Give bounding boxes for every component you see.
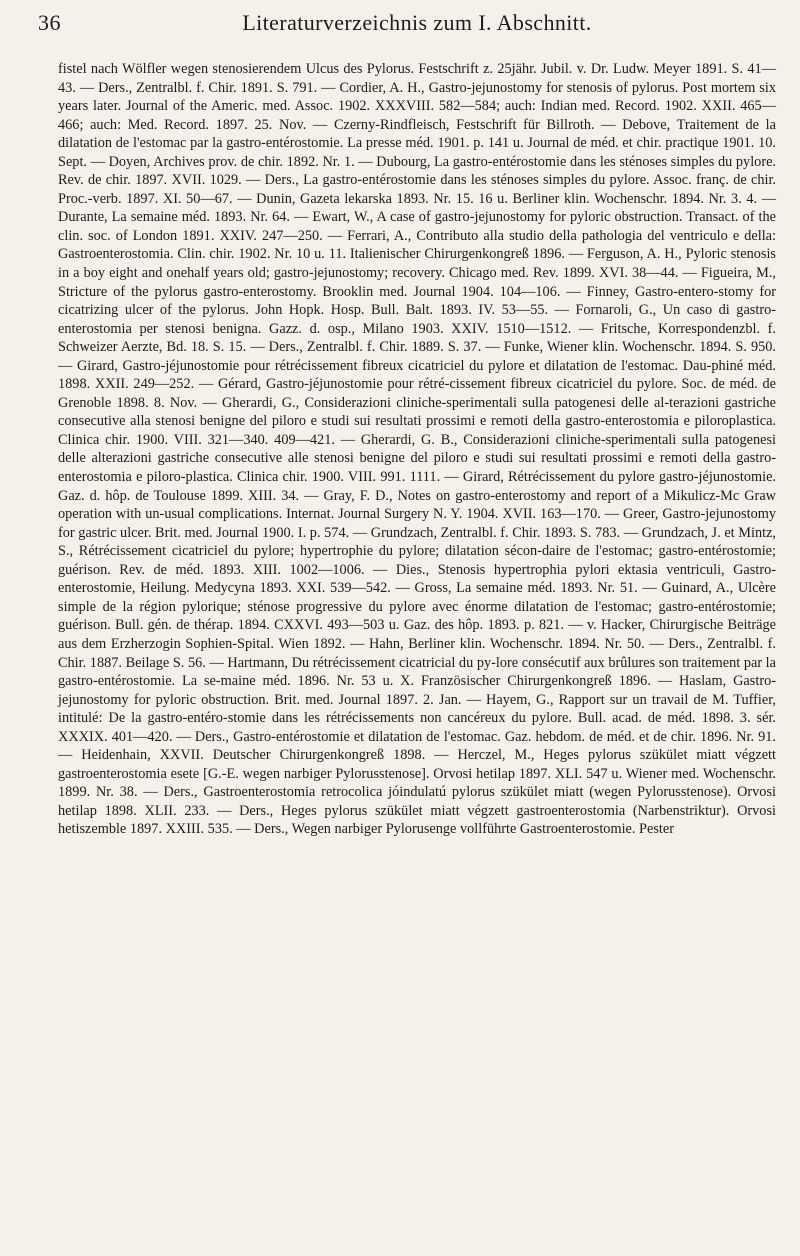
bibliography-paragraph: fistel nach Wölfler wegen stenosierendem Ulcus des Pylorus. Festschrift z. 25jähr. Jubil. v. Dr. Ludw. Meyer 1891. S. 41—43. — Ders., Zentralbl. f. Chir. 1891. S. 791. — Cordier, A. H., Gastro-jejunostomy for stenosis of pylorus. Post mortem six years later. Journal of the Americ. med. Assoc. 1902. XXXVIII. 582—584; auch: Indian med. Record. 1902. XXII. 465—466; auch: Med. Record. 1897. 25. Nov. — Czerny-Rindfleisch, Festschrift für Billroth. — Debove, Traitement de la dilatation de l'estomac par la gastro-entérostomie. La presse méd. 1901. p. 141 u. Journal de méd. et chir. practique 1901. 10. Sept. — Doyen, Archives prov. de chir. 1892. Nr. 1. — Dubourg, La gastro-entérostomie dans les sténoses simples du pylore. Rev. de chir. 1897. XVII. 1029. — Ders., La gastro-entérostomie dans les sténoses simples du pylore. Assoc. franç. de chir. Proc.-verb. 1897. XI. 50—67. — Dunin, Gazeta lekarska 1893. Nr. 15. 16 u. Berliner klin. Wochenschr. 1894. Nr. 3. 4. — Durante, La semaine méd. 1893. Nr. 64. — Ewart, W., A case of gastro-jejunostomy for pyloric obstruction. Transact. of the clin. soc. of London 1891. XXIV. 247—250. — Ferrari, A., Contributo alla studio della pathologia del ventriculo e della: Gastroenterostomia. Clin. chir. 1902. Nr. 10 u. 11. Italienischer Chirurgenkongreß 1896. — Ferguson, A. H., Pyloric stenosis in a boy eight and onehalf years old; gastro-jejunostomy; recovery. Chicago med. Rev. 1899. XVI. 38—44. — Figueira, M., Stricture of the pylorus gastro-enterostomy. Brooklin med. Journal 1904. 104—106. — Finney, Gastro-entero-stomy for cicatrizing ulcer of the pylorus. John Hopk. Hosp. Bull. Balt. 1893. IV. 53—55. — Fornaroli, G., Un caso di gastro-enterostomia per stenosi benigna. Gazz. d. osp., Milano 1903. XXIV. 1510—1512. — Fritsche, Korrespondenzbl. f. Schweizer Aerzte, Bd. 18. S. 15. — Ders., Zentralbl. f. Chir. 1889. S. 37. — Funke, Wiener klin. Wochenschr. 1894. S. 950. — Girard, Gastro-jéjunostomie pour rétrécissement fibreux cicatriciel du pylore et dilatation de l'estomac. Dau-phiné méd. 1898. XXII. 249—252. — Gérard, Gastro-jéjunostomie pour rétré-cissement fibreux cicatriciel du pylore. Soc. de méd. de Grenoble 1898. 8. Nov. — Gherardi, G., Considerazioni cliniche-sperimentali sulla patogenesi delle al-terazioni gastriche consecutive alla stenosi benigne del piloro e studi sui resultati prossimi e remoti della gastro-enterostomia e piloroplastica. Clinica chir. 1900. VIII. 321—340. 409—421. — Gherardi, G. B., Considerazioni cliniche-sperimentali sulla patogenesi delle alterazioni gastriche consecutive alle stenosi benigne del piloro e studi sui resultati prossimi e remoti della gastro-enterostomia e piloro-plastica. Clinica chir. 1900. VIII. 991. 1111. — Girard, Rétrécissement du pylore gastro-jéjunostomie. Gaz. d. hôp. de Toulouse 1899. XIII. 34. — Gray, F. D., Notes on gastro-enterostomy and report of a Mikulicz-Mc Graw operation with un-usual complications. Internat. Journal Surgery N. Y. 1904. XVII. 163—170. — Greer, Gastro-jejunostomy for gastric ulcer. Brit. med. Journal 1900. I. p. 574. — Grundzach, Zentralbl. f. Chir. 1893. S. 783. — Grundzach, J. et Mintz, S., Rétrécissement cicatriciel du pylore; hypertrophie du pylore; dilatation sécon-daire de l'estomac; gastro-entérostomie; guérison. Rev. de méd. 1893. XIII. 1002—1006. — Dies., Stenosis hypertrophia pylori ektasia ventriculi, Gastro-enterostomie, Heilung. Medycyna 1893. XXI. 539—542. — Gross, La semaine méd. 1893. Nr. 51. — Guinard, A., Ulcère simple de la région pylorique; sténose progressive du pylore avec énorme dilatation de l'estomac; gastro-entérostomie; guérison. Bull. gén. de thérap. 1894. CXXVI. 493—503 u. Gaz. des hôp. 1893. p. 821. — v. Hacker, Chirurgische Beiträge aus dem Erzherzogin Sophien-Spital. Wien 1892. — Hahn, Berliner klin. Wochenschr. 1894. Nr. 50. — Ders., Zentralbl. f. Chir. 1887. Beilage S. 56. — Hartmann, Du rétrécissement cicatricial du py-lore consécutif aux brûlures son traitement par la gastro-entérostomie. La se-maine méd. 1896. Nr. 53 u. X. Französischer Chirurgenkongreß 1896. — Haslam, Gastro-jejunostomy for pyloric obstruction. Brit. med. Journal 1897. 2. Jan. — Hayem, G., Rapport sur un travail de M. Tuffier, intitulé: De la gastro-entéro-stomie dans les rétrécissements non cancéreux du pylore. Bull. acad. de méd. 1898. 3. sér. XXXIX. 401—420. — Ders., Gastro-entérostomie et dilatation de l'estomac. Gaz. hebdom. de méd. et de chir. 1896. Nr. 91. — Heidenhain, XXVII. Deutscher Chirurgenkongreß 1898. — Herczel, M., Heges pylorus szükület miatt végzett gastroenterostomia esete [G.-E. wegen narbiger Pylorusstenose]. Orvosi hetilap 1897. XLI. 547 u. Wiener med. Wochenschr. 1899. Nr. 38. — Ders., Gastroenterostomia retrocolica jóindulatú pylorus szükület miatt (wegen Pylorusstenose). Orvosi hetilap 1898. XLII. 233. — Ders., Heges pylorus szükület miatt végzett gastroenterostomia (Narbenstriktur). Orvosi hetiszemble 1897. XXIII. 535. — Ders., Wegen narbiger Pylorusenge vollführte Gastroenterostomie. Pester — [58, 61, 776, 838]
page-number: 36 — [38, 10, 61, 35]
page-header — [38, 8, 776, 50]
running-head: Literaturverzeichnis zum I. Abschnitt. — [242, 10, 592, 35]
bibliography-text — [58, 60, 776, 839]
